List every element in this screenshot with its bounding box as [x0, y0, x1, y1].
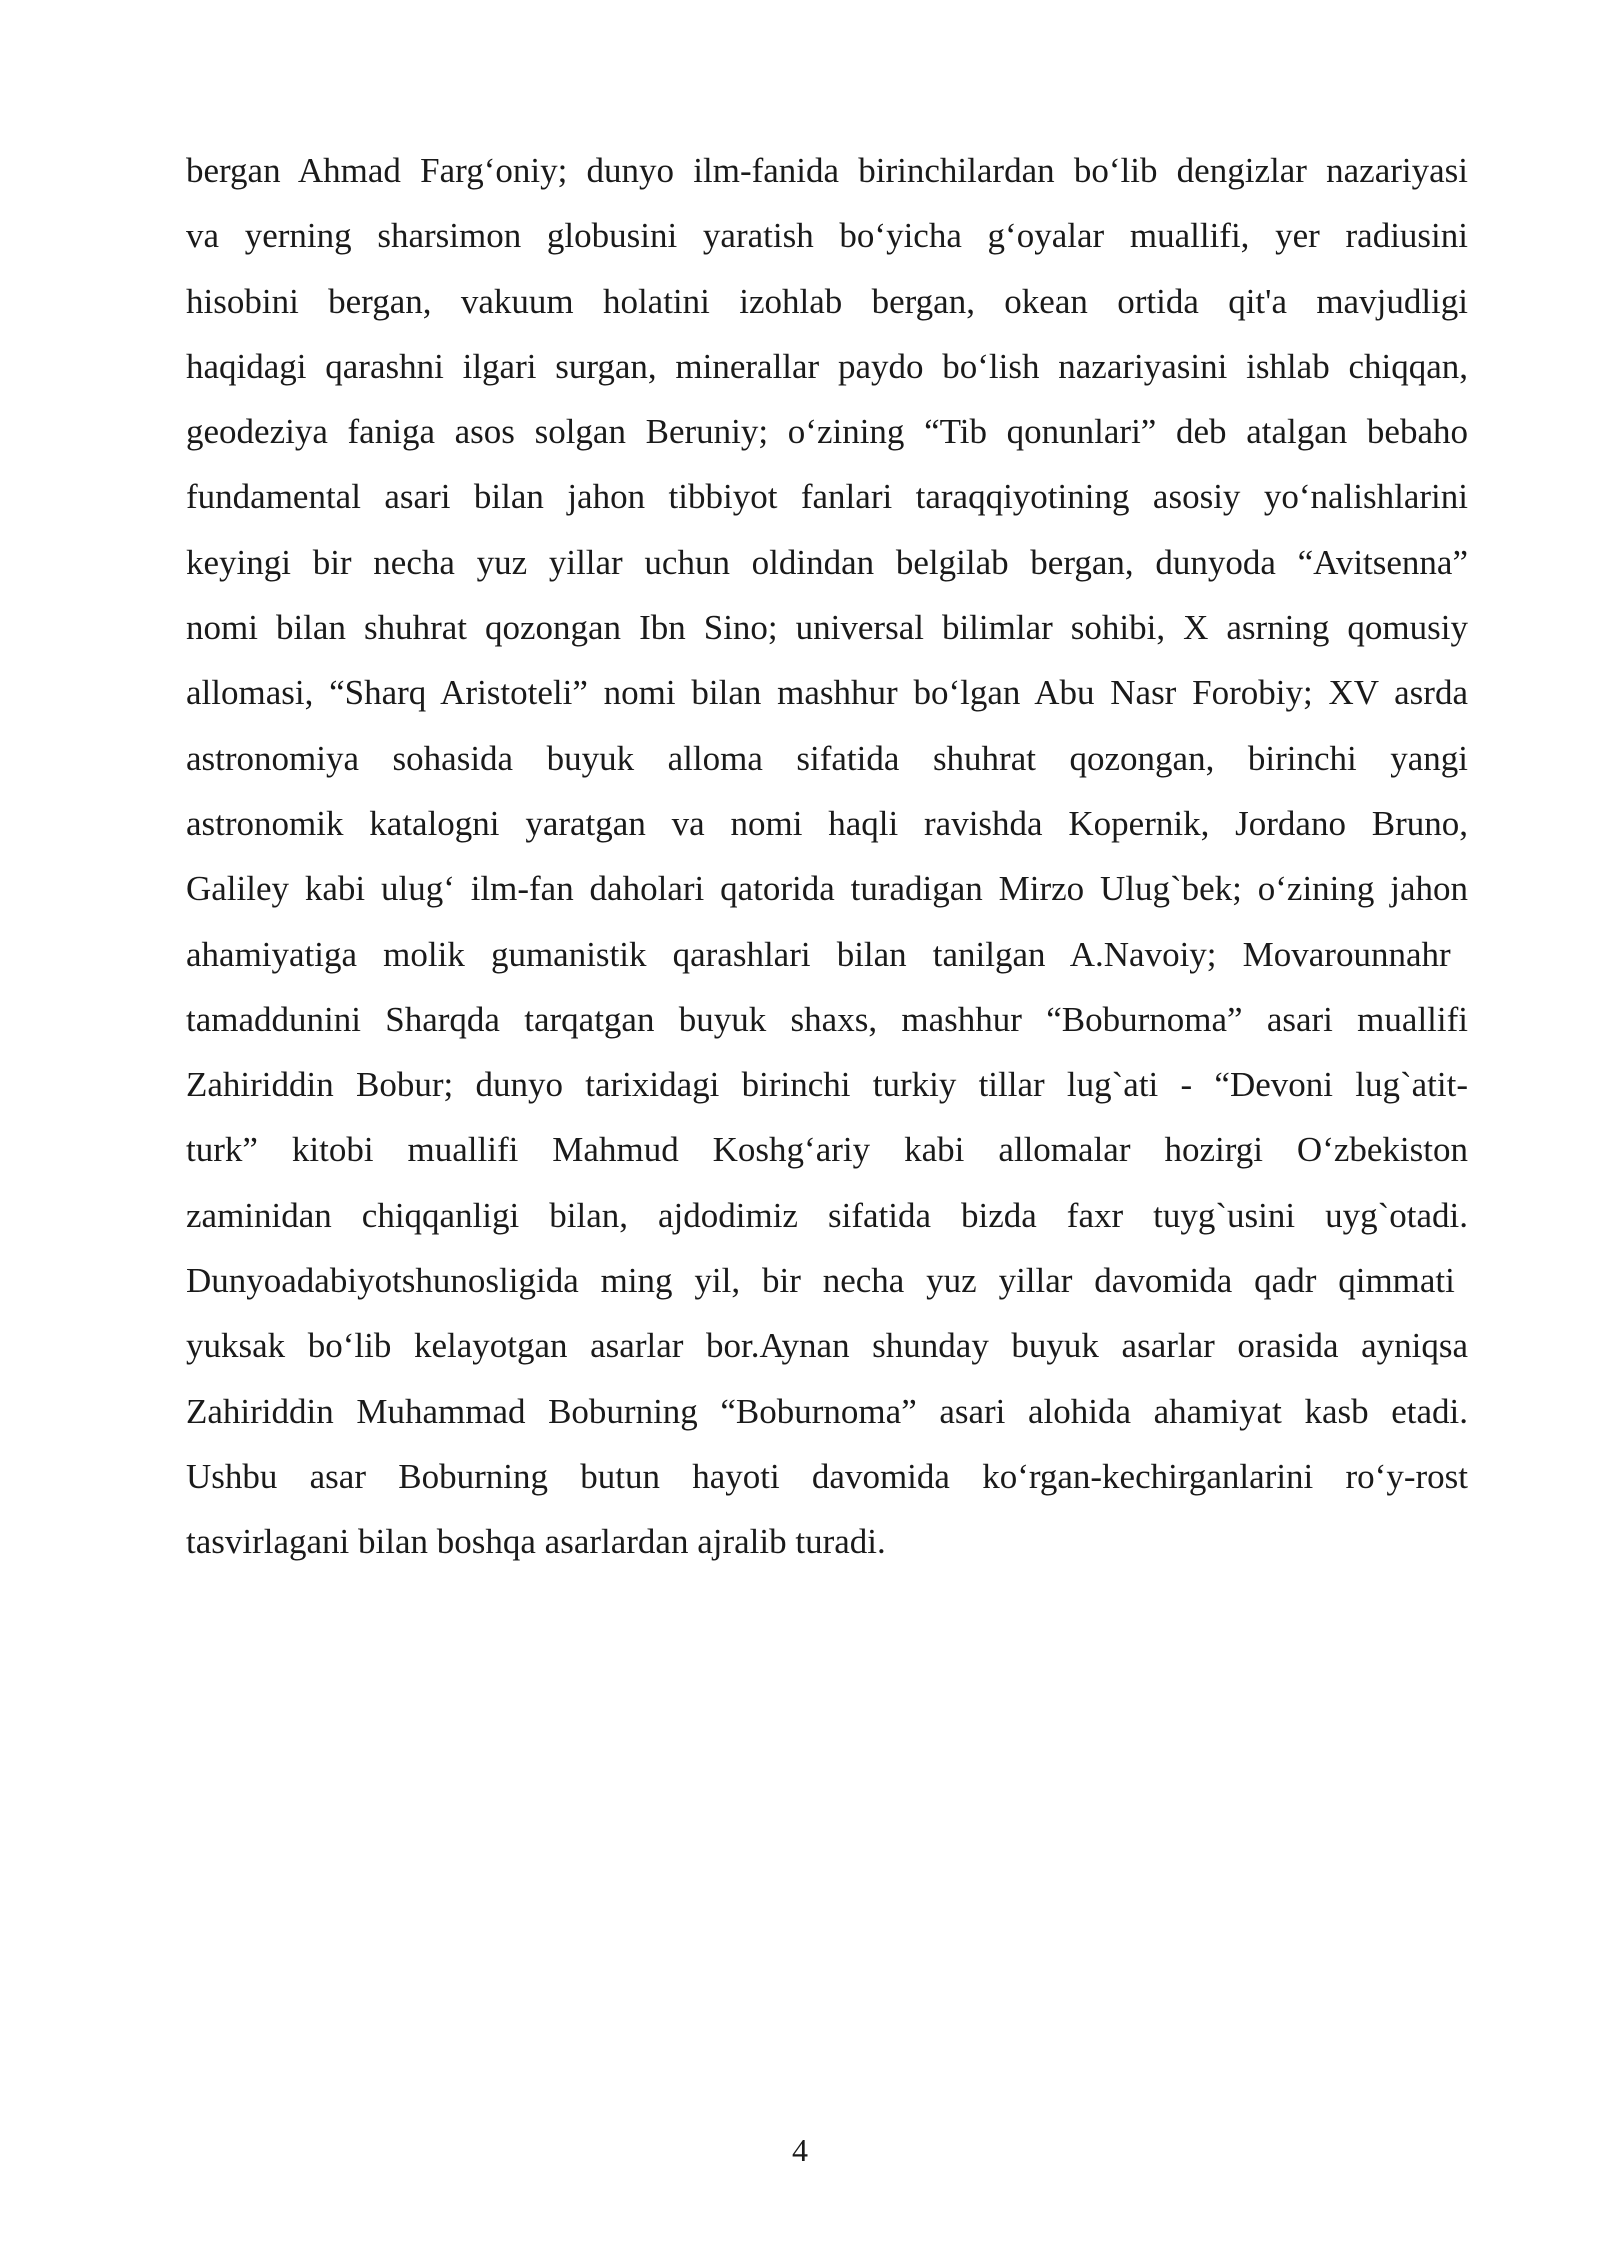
- text-line: tamaddunini Sharqda tarqatgan buyuk shaxs, mashhur “Boburnoma” asari muallifi: [186, 999, 1468, 1039]
- text-line: hisobini bergan, vakuum holatini izohlab bergan, okean ortida qit'a mavjudligi: [186, 281, 1468, 321]
- text-line: Zahiriddin Bobur; dunyo tarixidagi birinchi turkiy tillar lug`ati - “Devoni lug`atit-: [186, 1065, 1468, 1105]
- page-number: 4: [792, 2132, 808, 2168]
- text-line: yuksak bo‘lib kelayotgan asarlar bor.Aynan shunday buyuk asarlar orasida ayniqsa: [186, 1326, 1468, 1366]
- text-line: tasvirlagani bilan boshqa asarlardan ajralib turadi.: [186, 1522, 886, 1562]
- text-line: keyingi bir necha yuz yillar uchun oldindan belgilab bergan, dunyoda “Avitsenna”: [186, 542, 1468, 582]
- text-line: Dunyoadabiyotshunosligida ming yil, bir necha yuz yillar davomida qadr qimmati: [186, 1261, 1455, 1301]
- text-line: Galiley kabi ulug‘ ilm-fan daholari qatorida turadigan Mirzo Ulug`bek; o‘zining jahon: [186, 869, 1468, 909]
- text-line: Zahiriddin Muhammad Boburning “Boburnoma” asari alohida ahamiyat kasb etadi.: [186, 1391, 1468, 1431]
- text-line: haqidagi qarashni ilgari surgan, minerallar paydo bo‘lish nazariyasini ishlab chiqqan,: [186, 346, 1468, 386]
- text-line: fundamental asari bilan jahon tibbiyot fanlari taraqqiyotining asosiy yo‘nalishlarini: [186, 477, 1468, 517]
- body-paragraph: [186, 138, 1468, 1575]
- text-line: astronomiya sohasida buyuk alloma sifatida shuhrat qozongan, birinchi yangi: [186, 738, 1468, 778]
- text-line: nomi bilan shuhrat qozongan Ibn Sino; universal bilimlar sohibi, X asrning qomusiy: [186, 608, 1468, 648]
- text-line: bergan Ahmad Farg‘oniy; dunyo ilm-fanida birinchilardan bo‘lib dengizlar nazariyasi: [186, 151, 1468, 190]
- text-line: turk” kitobi muallifi Mahmud Koshg‘ariy kabi allomalar hozirgi O‘zbekiston: [186, 1130, 1468, 1170]
- text-line: astronomik katalogni yaratgan va nomi haqli ravishda Kopernik, Jordano Bruno,: [186, 803, 1468, 843]
- text-line: Ushbu asar Boburning butun hayoti davomida ko‘rgan-kechirganlarini ro‘y-rost: [186, 1456, 1468, 1496]
- text-line: zaminidan chiqqanligi bilan, ajdodimiz sifatida bizda faxr tuyg`usini uyg`otadi.: [186, 1195, 1468, 1235]
- text-line: va yerning sharsimon globusini yaratish bo‘yicha g‘oyalar muallifi, yer radiusini: [186, 216, 1468, 256]
- text-line: ahamiyatiga molik gumanistik qarashlari bilan tanilgan A.Navoiy; Movarounnahr: [186, 934, 1451, 974]
- text-line: geodeziya faniga asos solgan Beruniy; o‘zining “Tib qonunlari” deb atalgan bebaho: [186, 412, 1468, 452]
- text-line: allomasi, “Sharq Aristoteli” nomi bilan mashhur bo‘lgan Abu Nasr Forobiy; XV asrda: [186, 673, 1468, 713]
